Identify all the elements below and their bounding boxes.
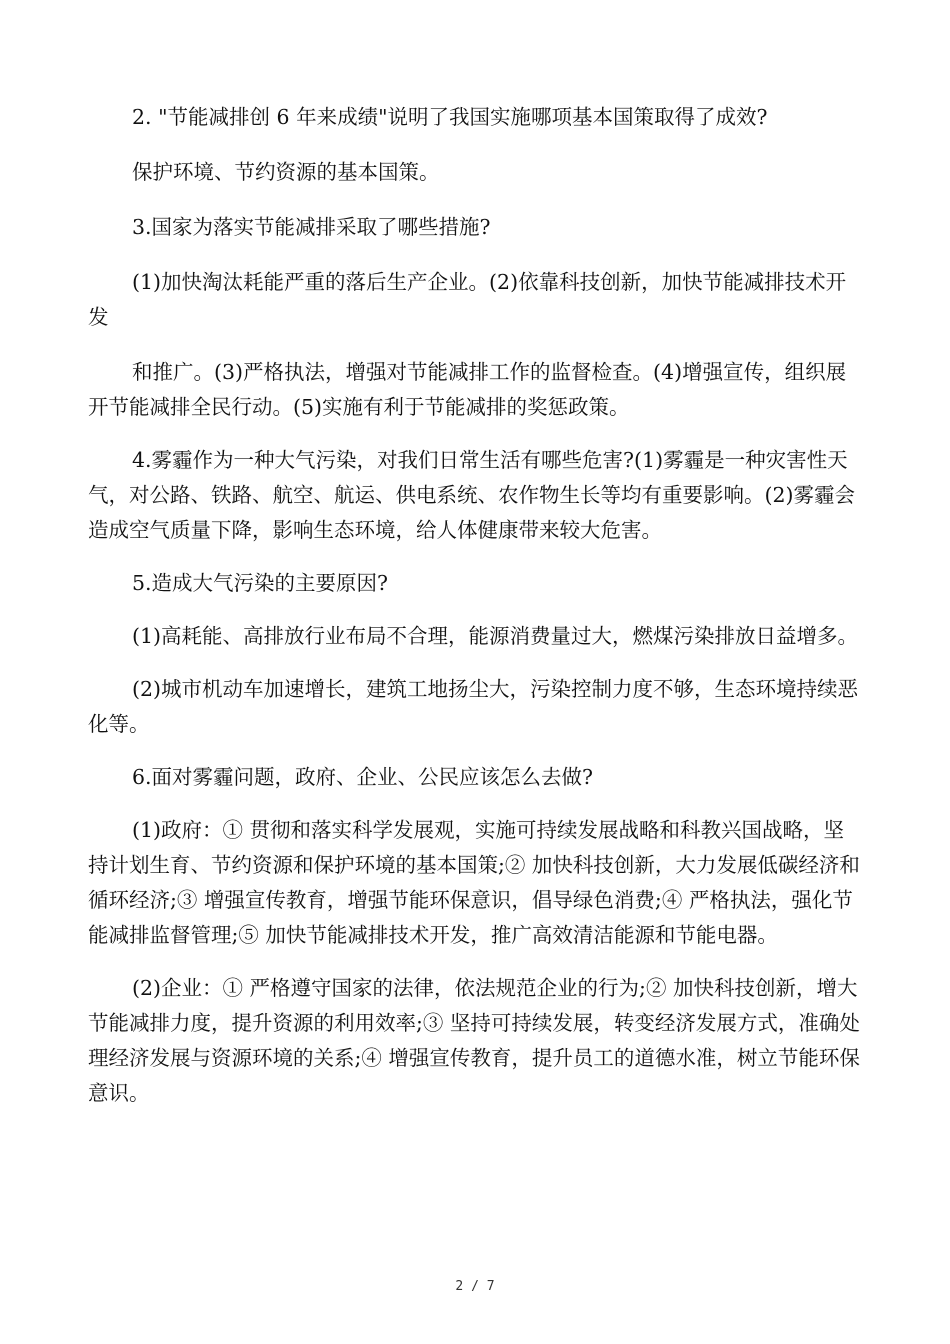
question-6: 6.面对雾霾问题，政府、企业、公民应该怎么去做?	[132, 765, 594, 789]
answer-6-enterprise: (2)企业：① 严格遵守国家的法律，依法规范企业的行为;② 加快科技创新，增大节能减排力度，提升资源的利用效率;③ 坚持可持续发展，转变经济发展方式，准确处理经济发展与资源环境的关系;④ 增强宣传教育，提升员工的道德水准，树立节能环保意识。	[88, 976, 860, 1105]
question-5: 5.造成大气污染的主要原因?	[132, 571, 389, 595]
answer-3-part-2: 和推广。(3)严格执法，增强对节能减排工作的监督检查。(4)增强宣传，组织展开节能减排全民行动。(5)实施有利于节能减排的奖惩政策。	[88, 360, 847, 419]
question-2: 2. "节能减排创 6 年来成绩"说明了我国实施哪项基本国策取得了成效?	[132, 105, 768, 129]
answer-5-point-1: (1)高耗能、高排放行业布局不合理，能源消费量过大，燃煤污染排放日益增多。	[132, 624, 859, 648]
answer-5-point-2: (2)城市机动车加速增长，建筑工地扬尘大，污染控制力度不够，生态环境持续恶化等。	[88, 677, 859, 736]
question-3: 3.国家为落实节能减排采取了哪些措施?	[132, 215, 491, 239]
page-number: 2 / 7	[455, 1279, 495, 1294]
document-body	[88, 100, 860, 1111]
answer-2: 保护环境、节约资源的基本国策。	[132, 160, 440, 184]
answer-3-part-1: (1)加快淘汰耗能严重的落后生产企业。(2)依靠科技创新，加快节能减排技术开发	[88, 270, 847, 329]
question-4-with-answer: 4.雾霾作为一种大气污染，对我们日常生活有哪些危害?(1)雾霾是一种灾害性天气，对公路、铁路、航空、航运、供电系统、农作物生长等均有重要影响。(2)雾霾会造成空气质量下降，影响生态环境，给人体健康带来较大危害。	[88, 448, 856, 542]
answer-6-government: (1)政府：① 贯彻和落实科学发展观，实施可持续发展战略和科教兴国战略，坚持计划生育、节约资源和保护环境的基本国策;② 加快科技创新，大力发展低碳经济和循环经济;③ 增强宣传教育，增强节能环保意识，倡导绿色消费;④ 严格执法，强化节能减排监督管理;⑤ 加快节能减排技术开发，推广高效清洁能源和节能电器。	[88, 818, 860, 947]
